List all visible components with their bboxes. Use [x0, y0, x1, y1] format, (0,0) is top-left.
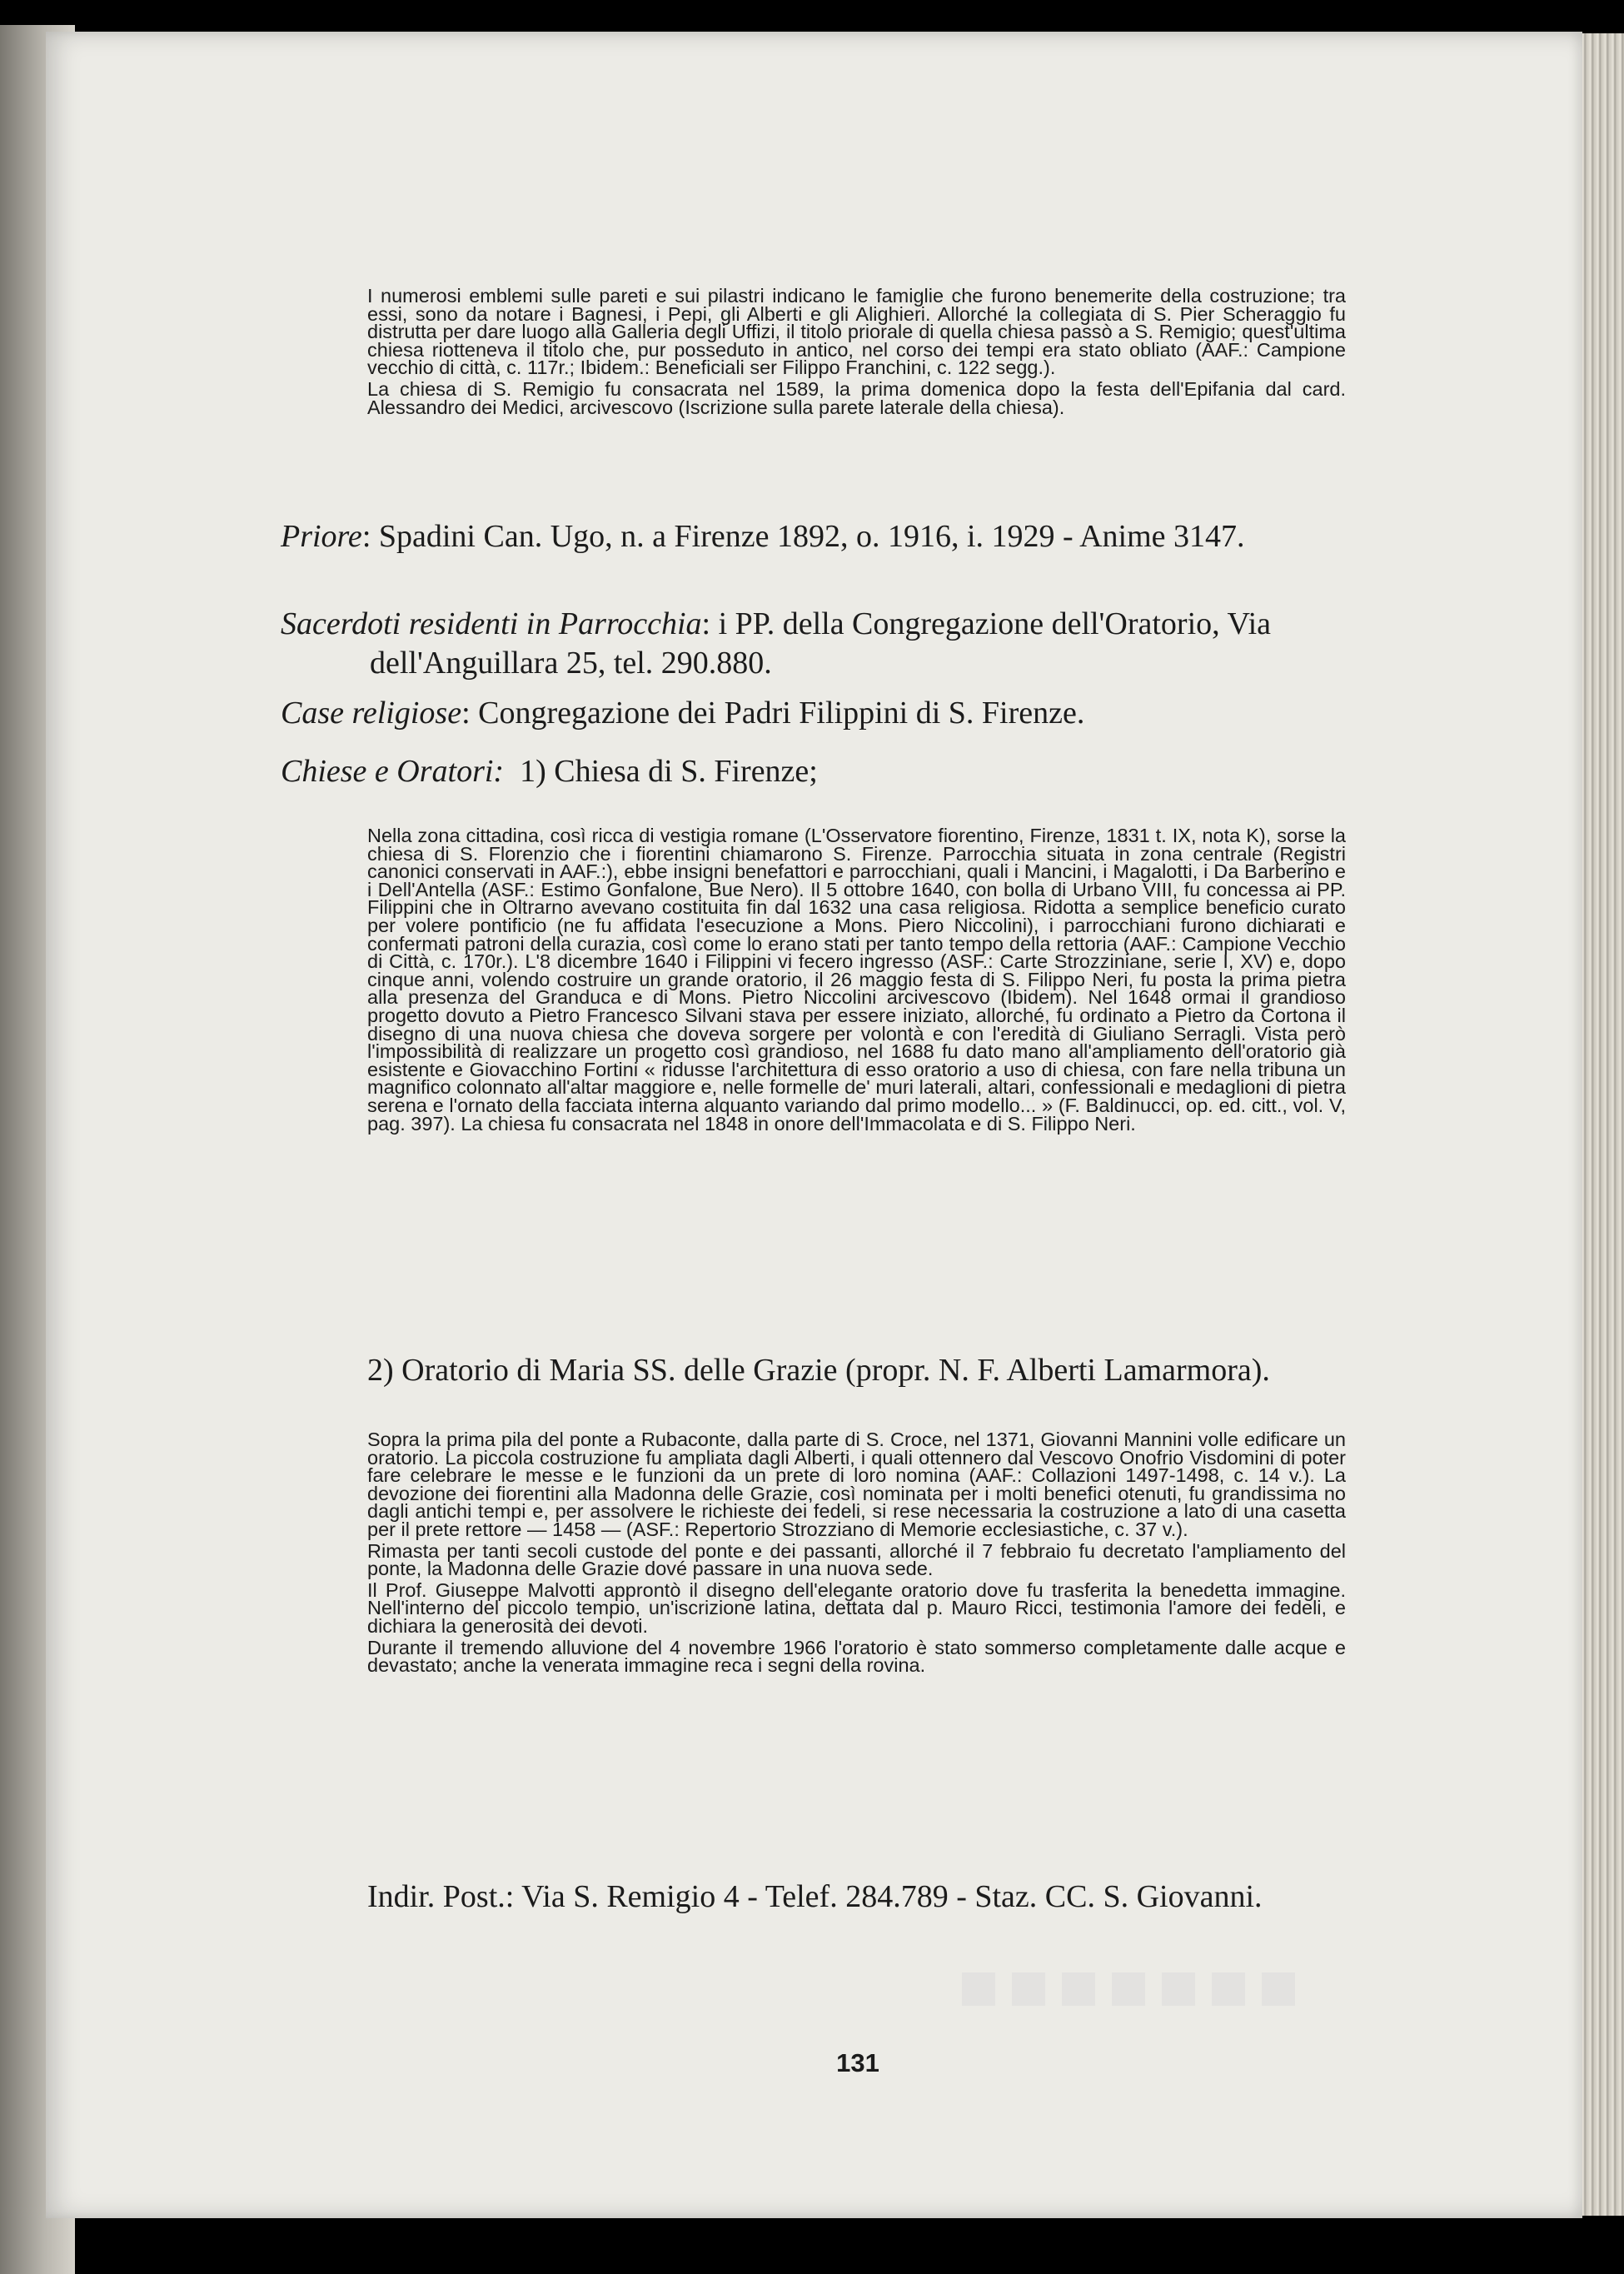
- case-religiose-text: Congregazione dei Padri Filippini di S. Firenze.: [478, 696, 1085, 731]
- book-page: [46, 32, 1582, 2218]
- item-2-paragraph-1: Sopra la prima pila del ponte a Rubaconte, dalla parte di S. Croce, nel 1371, Giovanni Mannini volle edificare un oratorio. La piccola costruzione fu ampliata dagli Alberti, i quali ottennero dal Vescovo Onofrio Visdomini di poter fare celebrare le messe e le funzioni da un prete di loro nomina (AAF.: Collazioni 1497-1498, c. 14 v.). La devozione dei fiorentini alla Madonna delle Grazie, così nominata per i molti benefici otenuti, fu grandissima no dagli antichi tempi e, per assolvere le richieste dei fedeli, si rese necessaria la costruzione a lato di una casetta per il prete rettore — 1458 — (ASF.: Repertorio Strozziano di Memorie ecclesiastiche, c. 37 v.).: [367, 1429, 1346, 1540]
- item-2-paragraph-4: Durante il tremendo alluvione del 4 novembre 1966 l'oratorio è stato sommerso completamente dalle acque e devastato; anche la venerata immagine reca i segni della rovina.: [367, 1636, 1346, 1677]
- page-number: 131: [836, 2048, 879, 2077]
- chiese-item-1-title: 1) Chiesa di S. Firenze;: [520, 754, 818, 789]
- intro-paragraph-2: La chiesa di S. Remigio fu consacrata nel 1589, la prima domenica dopo la festa dell'Epifania dal card. Alessandro dei Medici, arcivescovo (Iscrizione sulla parete laterale della chiesa).: [367, 377, 1346, 418]
- case-religiose-entry: Case religiose: Congregazione dei Padri Filippini di S. Firenze.: [281, 696, 1085, 731]
- priore-text: Spadini Can. Ugo, n. a Firenze 1892, o. 1916, i. 1929 - Anime 3147.: [378, 519, 1245, 554]
- chiese-item-2-note: [367, 1431, 1346, 1678]
- item-2-paragraph-3: Il Prof. Giuseppe Malvotti approntò il disegno dell'elegante oratorio dove fu trasferita la benedetta immagine. Nell'interno del piccolo tempio, un'iscrizione latina, dettata dal p. Mauro Ricci, testimonia l'amore dei fedeli, e dichiara la generosità dei devoti.: [367, 1578, 1346, 1637]
- item-2-paragraph-2: Rimasta per tanti secoli custode del ponte e dei passanti, allorché il 7 febbraio fu decretato l'ampliamento del ponte, la Madonna delle Grazie dové passare in una nuova sede.: [367, 1539, 1346, 1580]
- chiese-item-2-title: 2) Oratorio di Maria SS. delle Grazie (propr. N. F. Alberti Lamarmora).: [367, 1353, 1270, 1388]
- chiese-heading: [281, 752, 1347, 791]
- page-content: [46, 32, 1582, 2218]
- priore-label: Priore: [281, 519, 362, 554]
- sacerdoti-text: i PP. della Congregazione dell'Oratorio, Via dell'Anguillara 25, tel. 290.880.: [370, 606, 1272, 681]
- sacerdoti-label: Sacerdoti residenti in Parrocchia: [281, 606, 702, 641]
- case-religiose-label: Case religiose: [281, 696, 462, 731]
- postal-address: Indir. Post.: Via S. Remigio 4 - Telef. 284.789 - Staz. CC. S. Giovanni.: [367, 1879, 1263, 1914]
- chiese-item-1-text: Nella zona cittadina, così ricca di vestigia romane (L'Osservatore fiorentino, Firenze, 1831 t. IX, nota K), sorse la chiesa di S. Florenzio che i fiorentini chiamarono S. Firenze. Parrocchia situata in zona centrale (Registri canonici conservati in AAF.:), ebbe insigni benefattori e parrocchiani, quali i Mancini, i Magalotti, i Da Barberino e i Dell'Antella (ASF.: Estimo Gonfalone, Bue Nero). Il 5 ottobre 1640, con bolla di Urbano VIII, fu concessa ai PP. Filippini che in Oltrarno avevano costituita fin dal 1632 una casa religiosa. Ridotta a semplice beneficio curato per volere pontificio (ne fu affidata l'esecuzione a Mons. Piero Niccolini), i parrocchiani furono dichiarati e confermati patroni della curazia, così come lo erano stati per tanto tempo della rettoria (AAF.: Campione Vecchio di Città, c. 170r.). L'8 dicembre 1640 i Filippini vi fecero ingresso (ASF.: Carte Strozziniane, serie I, XV) e, dopo cinque anni, volendo costruire un grande oratorio, il 26 maggio festa di S. Filippo Neri, fu posta la prima pietra alla presenza del Granduca e di Mons. Pietro Niccolini arcivescovo (Ibidem). Nel 1648 ormai il grandioso progetto dovuto a Pietro Francesco Silvani stava per essere iniziato, allorché, fu ordinato a Pietro da Cortona il disegno di una nuova chiesa che doveva sorgere per volontà e con l'eredità di Giuliano Serragli. Vista però l'impossibilità di realizzare un progetto così grandioso, nel 1688 fu dato mano all'ampliamento dell'oratorio già esistente e Giovacchino Fortini « ridusse l'architettura di esso oratorio a uso di chiesa, con fare nella tribuna un magnifico colonnato all'altar maggiore e, nelle formelle de' muri laterali, altari, confessionali e medaglioni di pietra serena e l'ornato della facciata interna alquanto variando dal primo modello... » (F. Baldinucci, op. ed. citt., vol. V, pag. 397). La chiesa fu consacrata nel 1848 in onore dell'Immacolata e di S. Filippo Neri.: [367, 825, 1346, 1135]
- intro-note: [367, 287, 1346, 420]
- print-show-through: [962, 1972, 1312, 2006]
- priore-entry: Priore: Spadini Can. Ugo, n. a Firenze 1892, o. 1916, i. 1929 - Anime 3147.: [281, 519, 1245, 554]
- sacerdoti-entry: Sacerdoti residenti in Parrocchia: i PP. della Congregazione dell'Oratorio, Via dell'Anguillara 25, tel. 290.880.: [281, 606, 1272, 681]
- chiese-item-1-note: [367, 827, 1346, 1133]
- chiese-label: Chiese e Oratori:: [281, 754, 505, 789]
- intro-paragraph-1: I numerosi emblemi sulle pareti e sui pilastri indicano le famiglie che furono benemerite della costruzione; tra essi, sono da notare i Bagnesi, i Pepi, gli Alberti e gli Alighieri. Allorché la collegiata di S. Pier Scheraggio fu distrutta per dare luogo alla Galleria degli Uffizi, il titolo priorale di quella chiesa passò a S. Remigio; quest'ultima chiesa riotteneva il titolo che, pur posseduto in antico, nel corso dei tempi era stato obliato (AAF.: Campione vecchio di città, c. 117r.; Ibidem.: Beneficiali ser Filippo Franchini, c. 122 segg.).: [367, 285, 1346, 379]
